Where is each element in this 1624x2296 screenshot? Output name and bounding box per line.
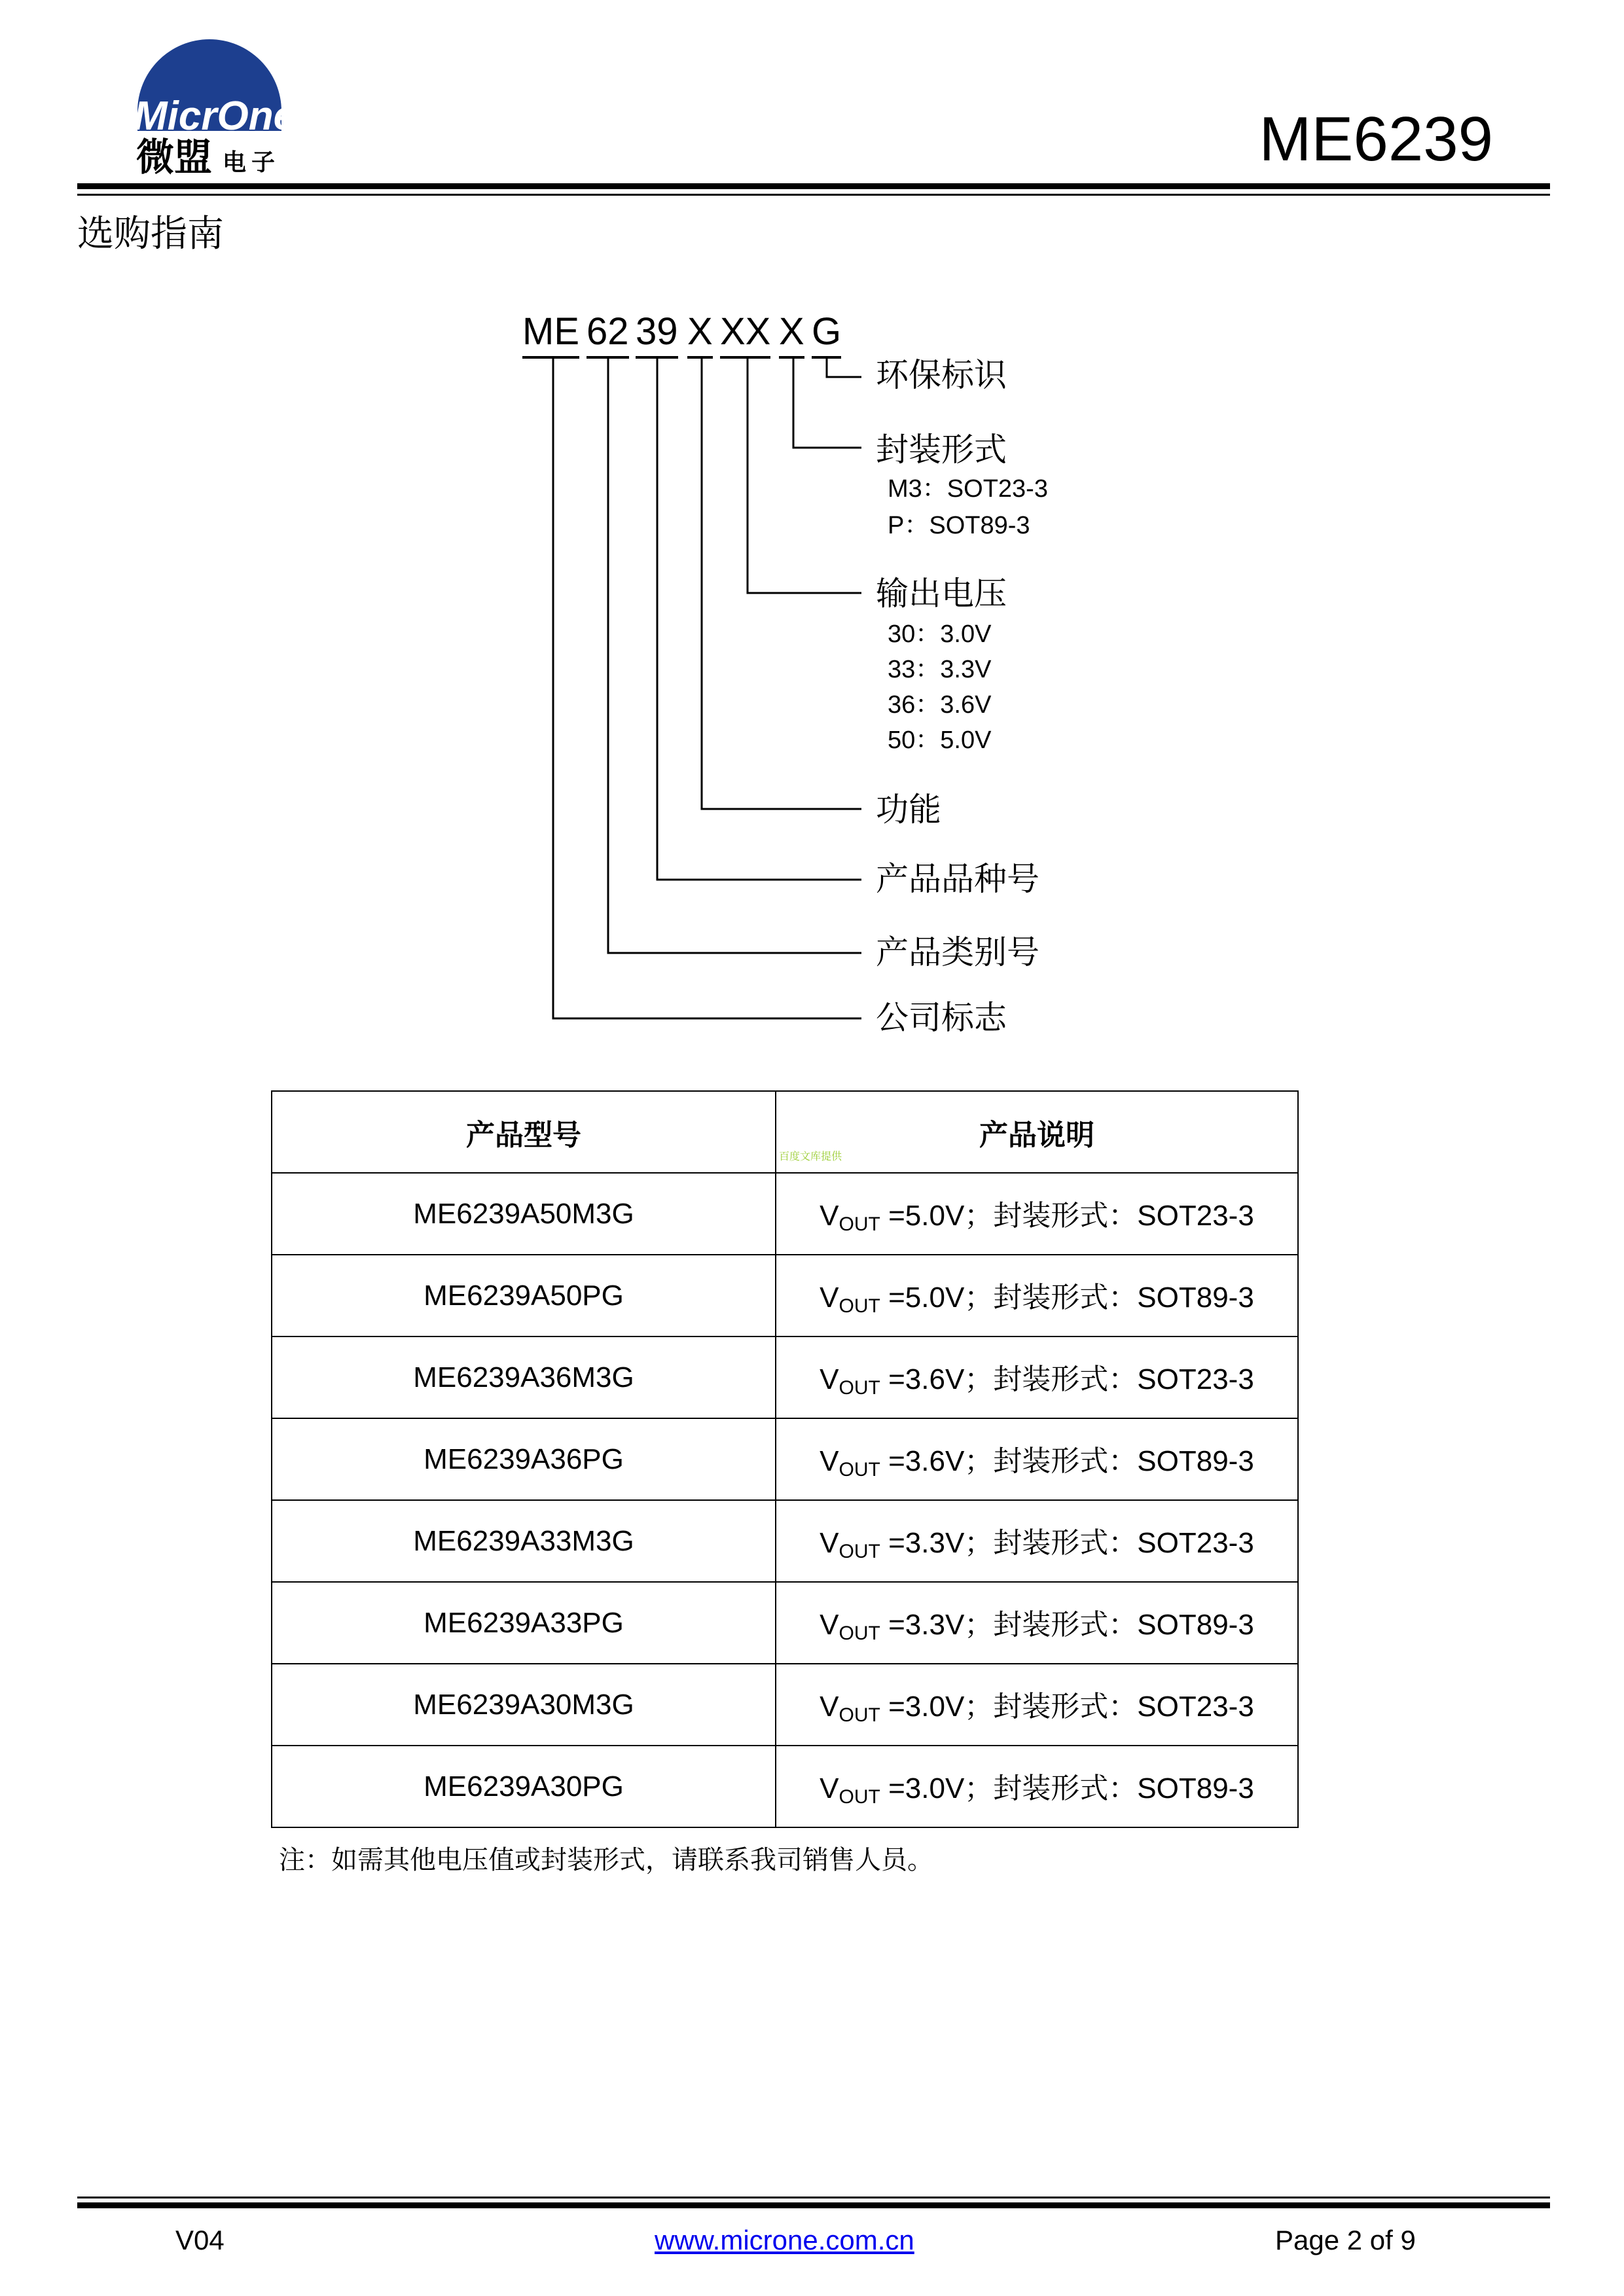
version-label: V04 — [175, 2225, 225, 2255]
header-model: 产品型号 — [272, 1091, 776, 1173]
table-row — [272, 1746, 1298, 1827]
document-id: ME6239 — [1259, 104, 1493, 174]
code-segment-function: X — [687, 313, 713, 359]
description-cell: $V_{OUT} =5.0V$；封装形式：SOT89-3 — [776, 1255, 1298, 1336]
model-cell: ME6239A50PG — [272, 1255, 776, 1336]
label-company: 公司标志 — [876, 999, 1007, 1037]
footnote: 注：如需其他电压值或封装形式，请联系我司销售人员。 — [279, 1845, 933, 1875]
table-row — [272, 1173, 1298, 1255]
code-segment-env: G — [812, 313, 841, 359]
table-row — [272, 1500, 1298, 1582]
footer-rule-thin — [77, 2197, 1550, 2198]
header-rule — [77, 183, 1550, 189]
label-env: 环保标识 — [876, 356, 1007, 394]
package-option: M3：SOT23-3 — [888, 475, 1048, 503]
header-rule-thin — [77, 194, 1550, 196]
code-segment-variant: 39 — [636, 313, 678, 359]
model-cell: ME6239A33PG — [272, 1582, 776, 1664]
description-cell: $V_{OUT} =3.3V$；封装形式：SOT89-3 — [776, 1582, 1298, 1664]
table-row — [272, 1582, 1298, 1664]
description-cell: $V_{OUT} =3.6V$；封装形式：SOT89-3 — [776, 1418, 1298, 1500]
description-cell: $V_{OUT} =3.0V$；封装形式：SOT23-3 — [776, 1664, 1298, 1746]
watermark-text: 百度文库提供 — [779, 1151, 842, 1162]
code-segment-package: X — [779, 313, 804, 359]
model-cell: ME6239A50M3G — [272, 1173, 776, 1255]
label-vout: 输出电压 — [876, 575, 1007, 613]
description-cell: $V_{OUT} =3.3V$；封装形式：SOT23-3 — [776, 1500, 1298, 1582]
company-logo — [124, 33, 295, 177]
website-link[interactable]: www.microne.com.cn — [655, 2225, 914, 2255]
model-cell: ME6239A36M3G — [272, 1336, 776, 1418]
code-segment-company: ME — [522, 313, 579, 359]
page-number: Page 2 of 9 — [1275, 2225, 1416, 2255]
logo-wordmark: MicrOne — [134, 94, 295, 139]
label-function: 功能 — [876, 791, 941, 829]
label-variant: 产品品种号 — [876, 860, 1039, 898]
vout-option: 36：3.6V — [888, 691, 992, 719]
model-cell: ME6239A30M3G — [272, 1664, 776, 1746]
code-segment-vout: XX — [720, 313, 770, 359]
label-category: 产品类别号 — [876, 933, 1039, 971]
table-row — [272, 1664, 1298, 1746]
table-row — [272, 1336, 1298, 1418]
model-cell: ME6239A36PG — [272, 1418, 776, 1500]
code-segment-category: 62 — [586, 313, 629, 359]
logo-subtitle: 电子 — [223, 149, 281, 176]
table-row — [272, 1255, 1298, 1336]
model-cell: ME6239A33M3G — [272, 1500, 776, 1582]
vout-option: 50：5.0V — [888, 726, 992, 754]
section-title: 选购指南 — [77, 213, 224, 255]
label-package: 封装形式 — [876, 431, 1007, 469]
description-cell: $V_{OUT} =3.0V$；封装形式：SOT89-3 — [776, 1746, 1298, 1827]
header-description: 产品说明 — [776, 1091, 1298, 1173]
ordering-table — [271, 1090, 1299, 1828]
vout-option: 30：3.0V — [888, 620, 992, 648]
vout-option: 33：3.3V — [888, 656, 992, 683]
package-option: P：SOT89-3 — [888, 512, 1030, 539]
description-cell: $V_{OUT} =3.6V$；封装形式：SOT23-3 — [776, 1336, 1298, 1418]
model-cell: ME6239A30PG — [272, 1746, 776, 1827]
footer-rule — [77, 2202, 1550, 2208]
logo-chinese: 微盟 — [136, 135, 213, 177]
description-cell: $V_{OUT} =5.0V$；封装形式：SOT23-3 — [776, 1173, 1298, 1255]
table-row — [272, 1418, 1298, 1500]
